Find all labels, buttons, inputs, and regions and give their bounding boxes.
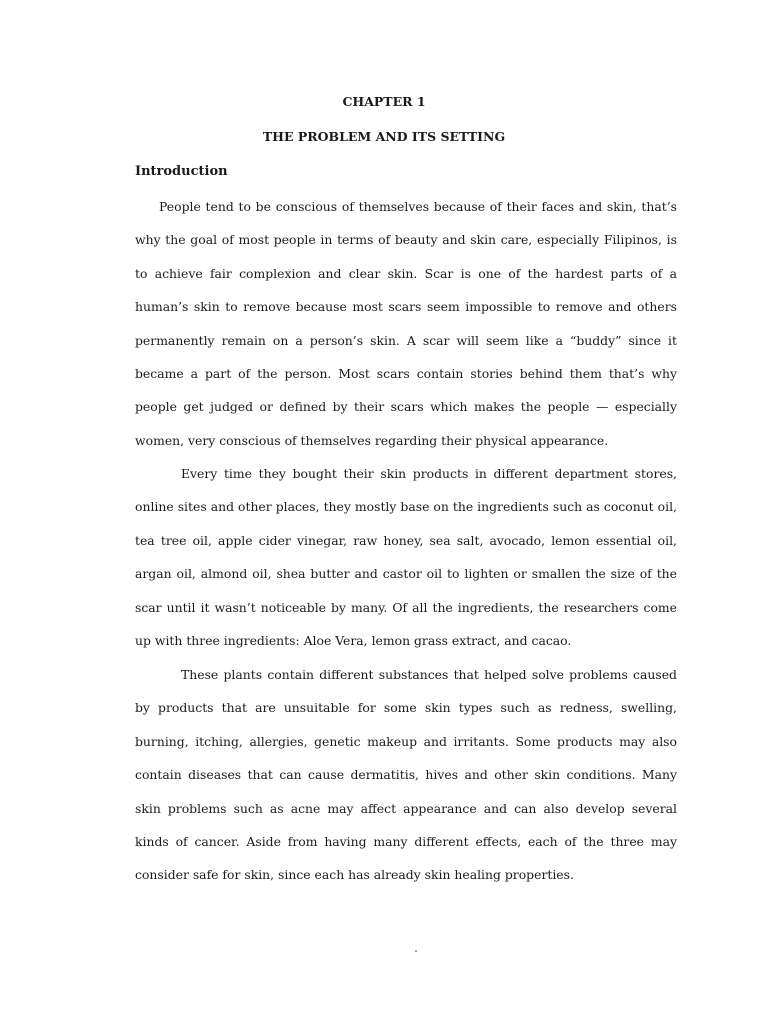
paragraph-1: People tend to be conscious of themselves because of their faces and skin, that’s why the goal of most people in terms of beauty and skin care, especially Filipinos, is to achieve fair complexion and clear skin. Scar is one of the hardest parts of a human’s skin to remove because most scars seem impossible to remove and others permanently remain on a person’s skin. A scar will seem like a “buddy” since it became a part of the person. Most scars contain stories behind them that’s why people get judged or defined by their scars which makes the people — especially women, very conscious of themselves regarding their physical appearance. [135, 199, 677, 448]
chapter-label: CHAPTER 1 [342, 94, 426, 109]
section-heading: Introduction [135, 164, 228, 179]
page-footer-mark [415, 950, 417, 952]
paragraph-2: Every time they bought their skin products in different department stores, online sites and other places, they mostly base on the ingredients such as coconut oil, tea tree oil, apple cider vinegar, raw honey, sea salt, avocado, lemon essential oil, argan oil, almond oil, shea butter and castor oil to lighten or smallen the size of the scar until it wasn’t noticeable by many. Of all the ingredients, the researchers come up with three ingredients: Aloe Vera, lemon grass extract, and cacao. [135, 466, 677, 649]
paragraph-3: These plants contain different substances that helped solve problems caused by products that are unsuitable for some skin types such as redness, swelling, burning, itching, allergies, genetic makeup and irritants. Some products may also contain diseases that can cause dermatitis, hives and other skin conditions. Many skin problems such as acne may affect appearance and can also develop several kinds of cancer. Aside from having many different effects, each of the three may consider safe for skin, since each has already skin healing properties. [135, 667, 677, 883]
chapter-title: THE PROBLEM AND ITS SETTING [262, 129, 506, 144]
